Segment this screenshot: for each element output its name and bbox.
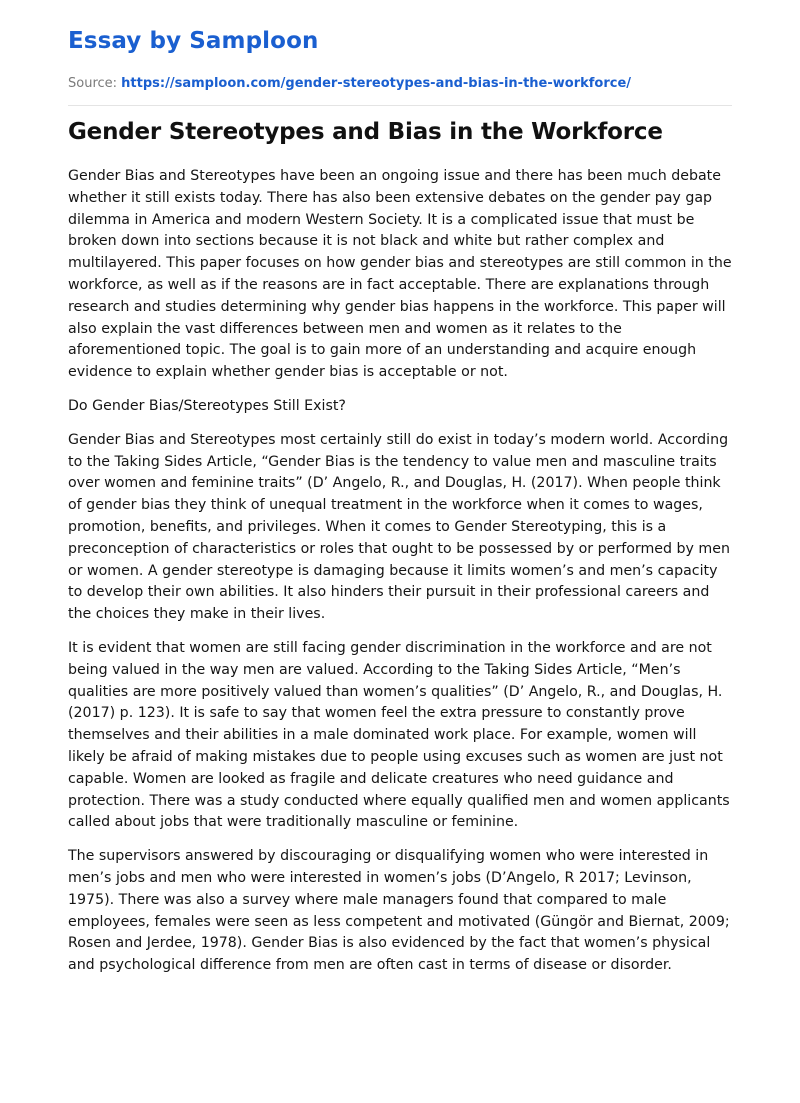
article-title: Gender Stereotypes and Bias in the Workforce	[68, 119, 663, 145]
paragraph-supervisors: The supervisors answered by discouraging or disqualifying women who were interested in men’s jobs and men who were interested in women’s jobs (D’Angelo, R 2017; Levinson, 1975). There was also a survey where male managers found that compared to male employees, females were seen as less competent and motivated (Güngör and Biernat, 2009; Rosen and Jerdee, 1978). Gender Bias is also evidenced by the fact that women’s physical and psychological difference from men are often cast in terms of disease or disorder.	[68, 848, 730, 974]
paragraph-exist: Gender Bias and Stereotypes most certainly still do exist in today’s modern world. According to the Taking Sides Article, “Gender Bias is the tendency to value men and masculine traits over women and feminine traits” (D’ Angelo, R., and Douglas, H. (2017). When people think of gender bias they think of unequal treatment in the workforce when it comes to wages, promotion, benefits, and privileges. When it comes to Gender Stereotyping, this is a preconception of characteristics or roles that ought to be possessed by or performed by men or women. A gender stereotype is damaging because it limits women’s and men’s capacity to develop their own abilities. It also hinders their pursuit in their professional careers and the choices they make in their lives.	[68, 431, 730, 623]
paragraph-intro: Gender Bias and Stereotypes have been an ongoing issue and there has been much debate whether it still exists today. There has also been extensive debates on the gender pay gap dilemma in America and modern Western Society. It is a complicated issue that must be broken down into sections because it is not black and white but rather complex and multilayered. This paper focuses on how gender bias and stereotypes are still common in the workforce, as well as if the reasons are in fact acceptable. There are explanations through research and studies determining why gender bias happens in the workforce. This paper will also explain the vast differences between men and women as it relates to the aforementioned topic. The goal is to gain more of an understanding and acquire enough evidence to explain whether gender bias is acceptable or not.	[68, 168, 732, 381]
brand-title[interactable]: Essay by Samploon	[68, 28, 319, 54]
source-label: Source:	[68, 76, 118, 91]
document-page	[68, 0, 732, 989]
source-link[interactable]: https://samploon.com/gender-stereotypes-and-bias-in-the-workforce/	[121, 76, 632, 91]
header-divider	[68, 105, 732, 106]
paragraph-discrimination: It is evident that women are still facing gender discrimination in the workforce and are not being valued in the way men are valued. According to the Taking Sides Article, “Men’s qualities are more positively valued than women’s qualities” (D’ Angelo, R., and Douglas, H. (2017) p. 123). It is safe to say that women feel the extra pressure to constantly prove themselves and their abilities in a male dominated work place. For example, women will likely be afraid of making mistakes due to people using excuses such as women are just not capable. Women are looked as fragile and delicate creatures who need guidance and protection. There was a study conducted where equally qualified men and women applicants called about jobs that were traditionally masculine or feminine.	[68, 639, 730, 831]
article-body	[68, 166, 732, 977]
source-line	[68, 76, 732, 91]
section-heading: Do Gender Bias/Stereotypes Still Exist?	[68, 397, 346, 414]
